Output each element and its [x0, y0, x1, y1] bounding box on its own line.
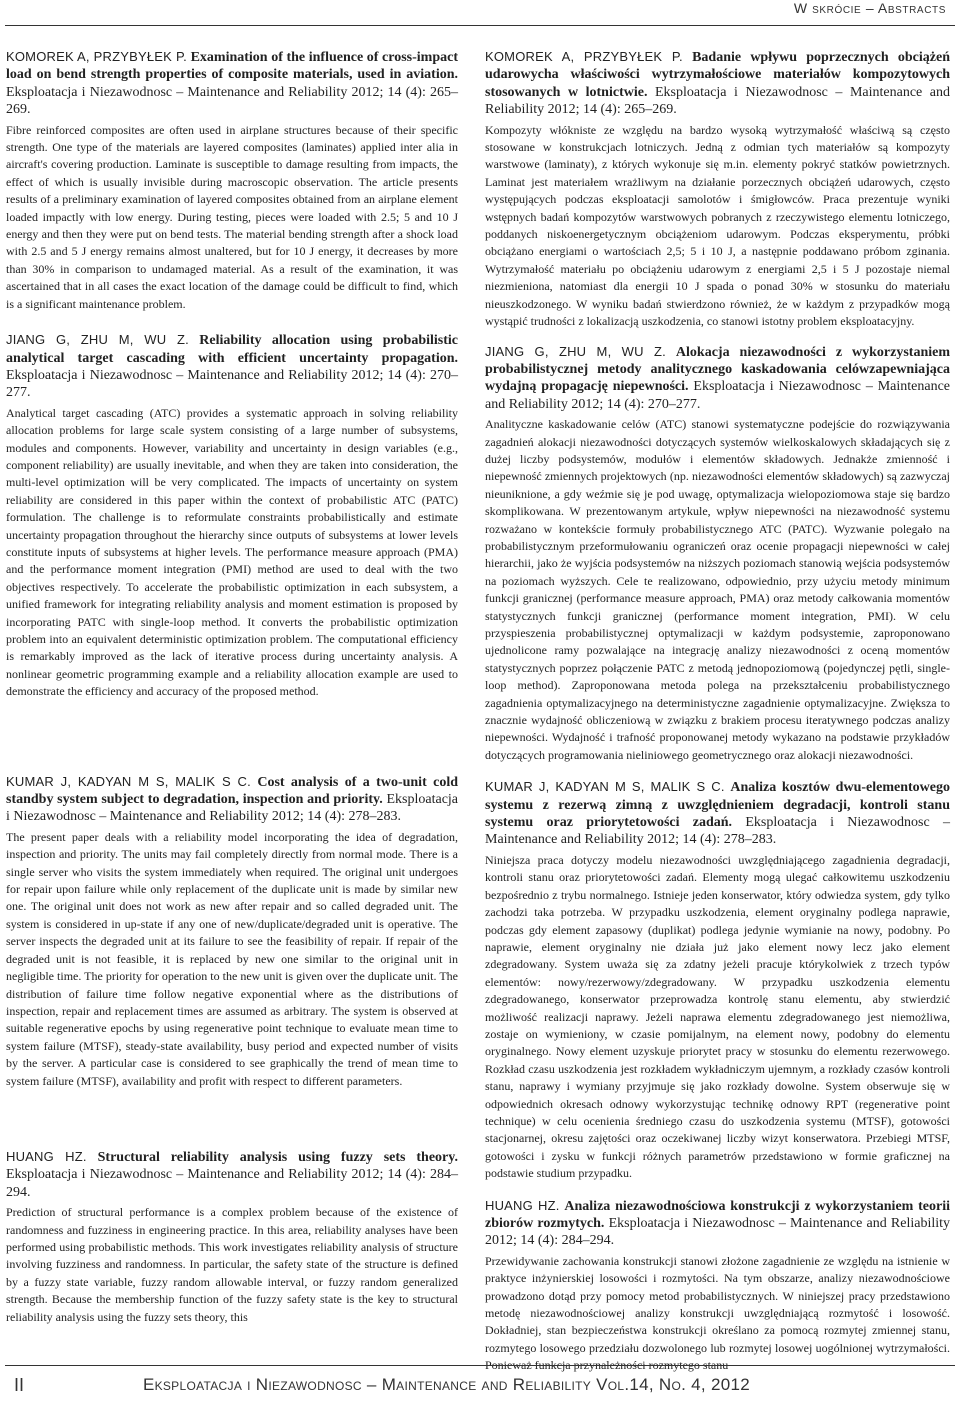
article-title: Analiza kosztów dwu-elementowego systemu z rezerwą zimną z uwzględnieniem degradacji, kontroli stanu systemu oraz priorytetowości zadań.: [485, 780, 950, 831]
right-column: [485, 48, 950, 1375]
authors: HUANG HZ.: [6, 1148, 87, 1164]
entry-komorek-pl: [485, 48, 950, 331]
entry-kumar-en: [6, 773, 458, 1090]
abstract: Fibre reinforced composites are often used in airplane structures because of their specific strength. One type of the materials are layered composites (laminates) applied inter alia in aircraft's covering production. Laminate is susceptible to damage resulting from impacts, the effect of which is usually invisible during macroscopic observation. The article presents results of a preliminary examination of layered composites obtained from an airplane element loaded impactly with low energy. During testing, pieces were loaded with 2.5; 5 and 10 J energy and then they were put on bend tests. The material bending strength after a shock load with 2.5 and 5 J energy remains almost unaltered, but for 10 J energy, it decreases by more than 30% in comparison to undamaged material. As a result of the examination, it was ascertained that in all cases the exact location of the damage could be difficult to find, which is a significant maintenance problem.: [6, 122, 458, 311]
citation: [6, 773, 458, 826]
entry-kumar-pl: [485, 778, 950, 1182]
citation: [485, 343, 950, 414]
left-column: [6, 48, 458, 1326]
entry-jiang-en: [6, 331, 458, 701]
citation: [485, 1197, 950, 1250]
source: Eksploatacja i Niezawodnosc – Maintenance and Reliability 2012; 14 (4): 270–277.: [6, 367, 458, 401]
article-title: Examination of the influence of cross-impact load on bend strength properties of composite materials, used in aviation.: [6, 50, 458, 83]
abstract: Przewidywanie zachowania konstrukcji stanowi złożone zagadnienie ze względu na istnienie w praktyce inżynierskiej losowości i rozmytości. Na tym obszarze, analizy niezawodnościowe prowadzono dotąd przy pomocy metod probabilistycznych. W niniejszej pracy przedstawiono metodę niezawodnościowej analizy konstrukcji uwzględniającą rozmytość i losowość. Dokładniej, stan bezpieczeństwa konstrukcji określano za pomocą rozmytej zmiennej stanu, rozmytego losowego przedziału dozwolonego lub rozmytej losowej uogólnionej wytrzymałości. Ponieważ funkcja przynależności rozmytego stanu: [485, 1253, 950, 1373]
source: Eksploatacja i Niezawodnosc – Maintenance and Reliability 2012; 14 (4): 265–269.: [6, 84, 458, 118]
authors: KUMAR J, KADYAN M S, MALIK S C.: [6, 773, 251, 789]
authors: KUMAR J, KADYAN M S, MALIK S C.: [485, 779, 725, 795]
source: Eksploatacja i Niezawodnosc – Maintenance and Reliability 2012; 14 (4): 265–269.: [485, 84, 951, 118]
article-title: Reliability allocation using probabilistic analytical target cascading with efficient uncertainty propagation.: [6, 333, 458, 366]
citation: [6, 48, 458, 119]
citation: [6, 1148, 458, 1201]
entry-huang-pl: [485, 1197, 950, 1375]
abstract: Analityczne kaskadowanie celów (ATC) stanowi systematyczne podejście do rozwiązywania zagadnień alokacji niezawodności dotyczących systemów wielkoskalowych składających się z dużej liczby podsystemów, modułów i elementów składowych. Jednakże zmienność i niepewność zmiennych projektowych (np. niezawodności elementów składowych) są zazwyczaj nieuniknione, a gdy weźmie się je pod uwagę, optymalizacja wielopoziomowa staje się bardzo skomplikowana. W prezentowanym artykule, wpływ niepewności na niezawodność systemu rozważano w kontekście formuły probabilistycznego ATC (PATC). Wyzwanie polegało na probabilistycznym przeformułowaniu ograniczeń oraz ocenie propagacji niepewności w całej hierarchii, jako że wyjścia podsystemów na niższych poziomach stanowią wejścia podsystemów na poziomach wyższych. Cele te realizowano, odpowiednio, przy użyciu metody minimum funkcji granicznej (performance measure approach, PMA) oraz metody całkowania momentów statystycznych funkcji granicznej (performance moment integration, PMI). W celu przyspieszenia probabilistycznej optymalizacji w każdym podsystemie, zaproponowano ujednolicone ramy pozwalające na integrację analizy niezawodności z oceną momentów statystycznych poprzez połączenie PATC z metodą jednopoziomową (pojedynczej pętli, single-loop method). Zaproponowana metoda polega na przekształceniu probabilistycznego zagadnienia optymalizacyjnego na deterministyczne zagadnienie optymalizacyjne. Zwiększa to znacznie wydajność obliczeniową w związku z brakiem procesu iteratywnego podczas analizy niepewności. Wydajność i trafność proponowanej metody wykazano na podstawie przykładów dotyczących programowania nieliniowego geometrycznego oraz alokacji niezawodności.: [485, 417, 950, 762]
article-title: Cost analysis of a two-unit cold standby system subject to degradation, inspection and priority.: [6, 774, 458, 808]
source: Eksploatacja i Niezawodnosc – Maintenance and Reliability 2012; 14 (4): 278–283.: [6, 792, 459, 825]
page-number: II: [14, 1375, 25, 1395]
abstract: Prediction of structural performance is a complex problem because of the existence of randomness and fuzziness in engineering practice. In this area, reliability analyses have been performed using probabilistic methods. This work investigates reliability analysis of structure involving fuzziness and randomness. In particular, the safety state of the structure is defined by a fuzzy state variable, fuzzy random allowable interval, or fuzzy random generalized strength. Because the membership function of the fuzzy safety state is the key to structural reliability analysis using the fuzzy sets theory, this: [6, 1205, 458, 1324]
authors: JIANG G, ZHU M, WU Z.: [6, 332, 189, 348]
entry-huang-en: [6, 1148, 458, 1326]
entry-jiang-pl: [485, 343, 950, 765]
abstract: Analytical target cascading (ATC) provides a systematic approach in solving reliability allocation problems for large scale system consisting of a large number of subsystems, modules and components. However, variability and uncertainty in design variables (e.g., component reliability) are usually inevitable, and when they are taken into consideration, the multi-level optimization will be very complicated. The impacts of uncertainty on system reliability are considered in this paper within the context of probabilistic ATC (PATC) formulation. The challenge is to reformulate constraints probabilistically and estimate uncertainty propagation throughout the hierarchy since outputs of subsystems at lower levels constitute inputs of subsystems at higher levels. The performance measure approach (PMA) and the performance moment integration (PMI) method are used to deal with the two objectives respectively. To accelerate the probabilistic optimization in each subsystem, a unified framework for integrating reliability analysis and moment estimation is proposed by incorporating PATC with single-loop method. It converts the probabilistic optimization problem into an equivalent deterministic optimization problem. The computational efficiency is remarkably improved as the lack of iterative process during uncertainty analysis. A nonlinear geometric programming example and a reliability allocation example are used to demonstrate the efficiency and accuracy of the proposed method.: [6, 405, 458, 699]
citation: [485, 48, 950, 119]
journal-footer: Eksploatacja i Niezawodnosc – Maintenance and Reliability Vol.14, No. 4, 2012: [142, 1375, 750, 1394]
entry-komorek-en: [6, 48, 458, 313]
source: Eksploatacja i Niezawodnosc – Maintenance and Reliability 2012; 14 (4): 278–283.: [485, 815, 950, 848]
article-title: Badanie wpływu poprzecznych obciążeń udarowycha właściwości wytrzymałościowe materiałów kompozytowych stosowanych w lotnictwie.: [485, 50, 950, 100]
footer-rule: [5, 1365, 955, 1366]
authors: KOMOREK A, PRZYBYŁEK P.: [485, 49, 683, 64]
authors: KOMOREK A, PRZYBYŁEK P.: [6, 49, 187, 64]
article-title: Analiza niezawodnościowa konstrukcji z wykorzystaniem teorii zbiorów rozmytych.: [485, 1198, 950, 1231]
running-header: W skrócie – Abstracts: [793, 0, 946, 16]
abstract: Kompozyty włókniste ze względu na bardzo wysoką wytrzymałość właściwą są często stosowane w konstrukcjach lotniczych. Jedną z odmian tych materiałów są kompozyty warstwowe (laminaty), z których wykonuje się m.in. elementy pokryć statków powietrznych. Laminat jest materiałem wrażliwym na działanie porzecznych obciążeń udarowych, często występujących podczas eksploatacji samolotów i śmigłowców. Praca prezentuje wyniki wstępnych badań kompozytów warstwowych pobranych z rzeczywistego elementu lotniczego, poddanych niskoenergetycznym obciążeniom udarowym. Podczas eksperymentu, próbki obciążano energiami o wartościach 2,5; 5 i 10 J, a następnie poddawano próbom zginania. Wytrzymałość materiału po obciążeniu udarowym z energiami 2,5 i 5 J pozostaje niemal niezmieniona, natomiast dla energii 10 J spada o ponad 30% w stosunku do materiału nieuszkodzonego. W wyniku badań stwierdzono również, że w każdym z przypadków mogą wystąpić trudności z lokalizacją uszkodzenia, co stanowi istotny problem eksploatacyjny.: [485, 122, 950, 329]
abstract: The present paper deals with a reliability model incorporating the idea of degradation, inspection and priority. The units may fail completely directly from normal mode. There is a single server who visits the system immediately when required. The original unit undergoes for repair upon failure while only replacement of the duplicate unit is made by similar new one. The original unit does not work as new after repair and so called degraded unit. The system is considered in up-state if any one of new/duplicate/degraded unit is operative. The server inspects the degraded unit at its failure to see the feasibility of repair. If repair of the degraded unit is not feasible, it is replaced by new one similar to the original unit in negligible time. The priority for operation to the new unit is given over the duplicate unit. The distribution of failure time follow negative exponential where as the distributions of inspection, repair and replacement times are assumed as arbitrary. The system is observed at suitable regenerative epochs by using regenerative point technique to evaluate mean time to system failure (MTSF), steady-state availability, busy period and expected number of visits by the server. A particular case is considered to see graphically the trend of mean time to system failure (MTSF), availability and profit with respect to different parameters.: [6, 829, 458, 1088]
authors: HUANG HZ.: [485, 1197, 560, 1213]
authors: JIANG G, ZHU M, WU Z.: [485, 343, 666, 359]
source: Eksploatacja i Niezawodnosc – Maintenance and Reliability 2012; 14 (4): 284–294.: [485, 1216, 951, 1249]
article-title: Structural reliability analysis using fuzzy sets theory.: [97, 1149, 458, 1165]
abstract: Niniejsza praca dotyczy modelu niezawodności uwzględniającego zagadnienia degradacji, kontroli stanu oraz priorytetowości zadań. Elementy mogą ulegać całkowitemu uszkodzeniu bezpośrednio z trybu normalnego. Istnieje jeden konserwator, który odwiedza system, gdy tylko zachodzi taka potrzeba. W przypadku uszkodzenia, element oryginalny podlega naprawie, podczas gdy element zapasowy (duplikat) podlega jedynie wymianie na nowy, podobny. Po naprawie, element oryginalny nie działa już jako element nowy lecz jako element zdegradowany. System uważa się za zdatny jeżeli pracuje którykolwiek z trzech typów elementów: nowy/rezerwowy/zdegradowany. W przypadku uszkodzenia elementu zdegradowanego, konserwator przeprowadza kontrolę stanu elementu, aby stwierdzić możliwość realizacji naprawy. Jeżeli naprawa elementu zdegradowanego jest niemożliwa, zostaje on wymieniony, w czasie pomijalnym, na element nowy, podobny do elementu oryginalnego. Nowy element uzyskuje priorytet pracy w stosunku do elementu rezerwowego. Rozkład czasu uszkodzenia jest rozkładem wykładniczym ujemnym, a rozkłady czasów kontroli stanu, naprawy i wymiany przyjmuje się jako rozkłady dowolne. System obserwuje się w odpowiednich okresach odnowy wykorzystując technikę odnowy RPT (regenerative point technique) w celu ocenienia średniego czasu do uszkodzenia systemu (MTSF), gotowości stacjonarnej, okresu zajętości oraz oczekiwanej liczby wizyt konserwatora. Przebiegi MTSF, gotowości i zysku w funkcji różnych parametrów przedstawiono w formie graficznej na podstawie studium przypadku.: [485, 852, 950, 1181]
citation: [6, 331, 458, 402]
header-rule: [5, 25, 955, 26]
article-title: Alokacja niezawodności z wykorzystaniem probabilistycznej metody analitycznego kaskadowania celówzapewniająca wydajną propagację niepewności.: [485, 344, 951, 395]
source: Eksploatacja i Niezawodnosc – Maintenance and Reliability 2012; 14 (4): 270–277.: [485, 379, 951, 412]
citation: [485, 778, 950, 849]
source: Eksploatacja i Niezawodnosc – Maintenance and Reliability 2012; 14 (4): 284–294.: [6, 1167, 458, 1200]
